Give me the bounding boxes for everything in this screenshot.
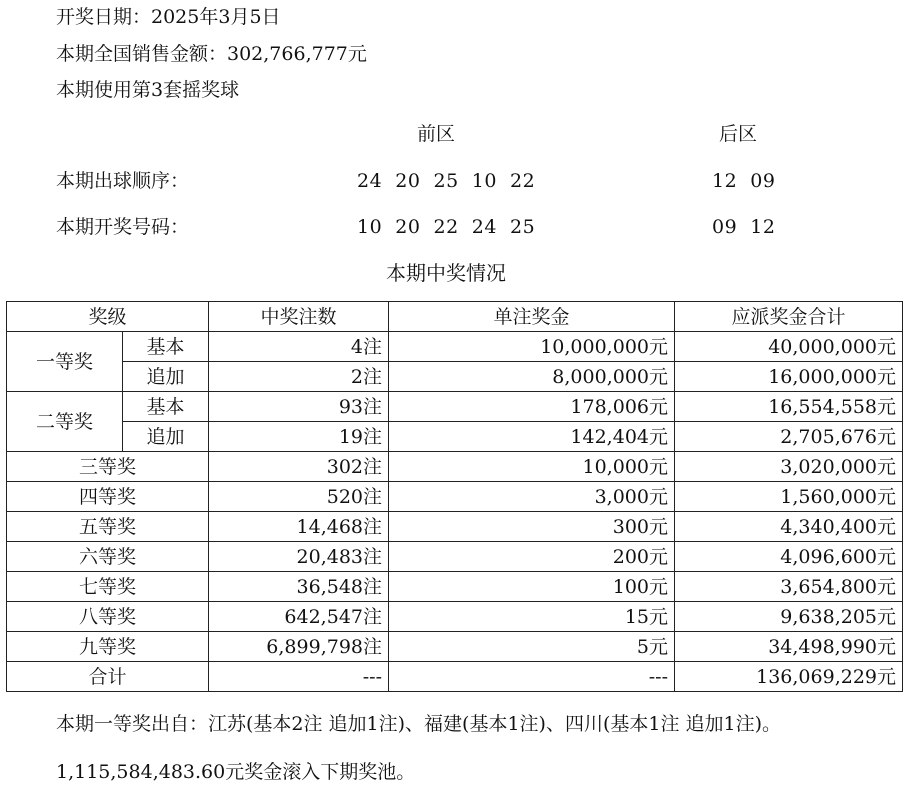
- sum-count: ---: [209, 662, 389, 692]
- prize-level: 七等奖: [7, 572, 209, 602]
- front-zone-label: 前区: [417, 123, 456, 145]
- winning-count: 6,899,798注: [209, 632, 389, 662]
- table-title: 本期中奖情况: [386, 261, 506, 285]
- winning-front: 10 20 22 24 25: [357, 216, 536, 238]
- winning-count: 20,483注: [209, 542, 389, 572]
- winning-numbers-label: 本期开奖号码：: [56, 216, 190, 238]
- table-row: [7, 512, 903, 542]
- table-row: [7, 632, 903, 662]
- prize-table: [6, 301, 903, 692]
- total-prize: 2,705,676元: [675, 422, 903, 452]
- single-prize: 3,000元: [389, 482, 675, 512]
- jackpot-rollover: 1,115,584,483.60元奖金滚入下期奖池。: [56, 761, 416, 783]
- prize-level: 九等奖: [7, 632, 209, 662]
- winning-count: 19注: [209, 422, 389, 452]
- table-row: [7, 482, 903, 512]
- sales-amount: 本期全国销售金额：302,766,777元: [56, 43, 367, 65]
- table-row: [7, 362, 903, 392]
- winning-back: 09 12: [712, 216, 776, 238]
- prize-subtype: 追加: [123, 362, 209, 392]
- table-row: [7, 452, 903, 482]
- winning-count: 2注: [209, 362, 389, 392]
- total-prize: 4,096,600元: [675, 542, 903, 572]
- total-prize: 9,638,205元: [675, 602, 903, 632]
- prize-level: 一等奖: [7, 332, 123, 392]
- table-row: [7, 422, 903, 452]
- total-prize: 4,340,400元: [675, 512, 903, 542]
- single-prize: 8,000,000元: [389, 362, 675, 392]
- prize-level: 三等奖: [7, 452, 209, 482]
- total-prize: 34,498,990元: [675, 632, 903, 662]
- back-zone-label: 后区: [719, 123, 758, 145]
- total-prize: 16,554,558元: [675, 392, 903, 422]
- prize-subtype: 基本: [123, 332, 209, 362]
- draw-order-front: 24 20 25 10 22: [357, 170, 536, 192]
- single-prize: 10,000,000元: [389, 332, 675, 362]
- prize-level: 六等奖: [7, 542, 209, 572]
- single-prize: 100元: [389, 572, 675, 602]
- single-prize: 5元: [389, 632, 675, 662]
- table-row: [7, 542, 903, 572]
- winning-count: 36,548注: [209, 572, 389, 602]
- header-count: 中奖注数: [209, 302, 389, 332]
- winning-count: 302注: [209, 452, 389, 482]
- draw-order-label: 本期出球顺序：: [56, 170, 190, 192]
- total-prize: 3,654,800元: [675, 572, 903, 602]
- winning-count: 14,468注: [209, 512, 389, 542]
- winning-count: 520注: [209, 482, 389, 512]
- table-row: [7, 392, 903, 422]
- winning-count: 642,547注: [209, 602, 389, 632]
- header-single-prize: 单注奖金: [389, 302, 675, 332]
- ball-set-info: 本期使用第3套摇奖球: [56, 79, 240, 101]
- draw-date: 开奖日期：2025年3月5日: [56, 6, 281, 28]
- table-header-row: [7, 302, 903, 332]
- prize-level: 五等奖: [7, 512, 209, 542]
- prize-level: 八等奖: [7, 602, 209, 632]
- draw-order-back: 12 09: [712, 170, 776, 192]
- table-sum-row: [7, 662, 903, 692]
- total-prize: 1,560,000元: [675, 482, 903, 512]
- first-prize-origin: 本期一等奖出自：江苏(基本2注 追加1注)、福建(基本1注)、四川(基本1注 追加1注)。: [56, 713, 781, 735]
- single-prize: 142,404元: [389, 422, 675, 452]
- total-prize: 3,020,000元: [675, 452, 903, 482]
- single-prize: 10,000元: [389, 452, 675, 482]
- header-total-prize: 应派奖金合计: [675, 302, 903, 332]
- single-prize: 300元: [389, 512, 675, 542]
- total-prize: 40,000,000元: [675, 332, 903, 362]
- single-prize: 15元: [389, 602, 675, 632]
- single-prize: 200元: [389, 542, 675, 572]
- total-prize: 16,000,000元: [675, 362, 903, 392]
- header-level: 奖级: [7, 302, 209, 332]
- prize-level: 四等奖: [7, 482, 209, 512]
- prize-subtype: 追加: [123, 422, 209, 452]
- table-row: [7, 332, 903, 362]
- prize-subtype: 基本: [123, 392, 209, 422]
- table-row: [7, 572, 903, 602]
- sum-total: 136,069,229元: [675, 662, 903, 692]
- single-prize: 178,006元: [389, 392, 675, 422]
- sum-label: 合计: [7, 662, 209, 692]
- prize-level: 二等奖: [7, 392, 123, 452]
- sum-single: ---: [389, 662, 675, 692]
- table-row: [7, 602, 903, 632]
- winning-count: 93注: [209, 392, 389, 422]
- winning-count: 4注: [209, 332, 389, 362]
